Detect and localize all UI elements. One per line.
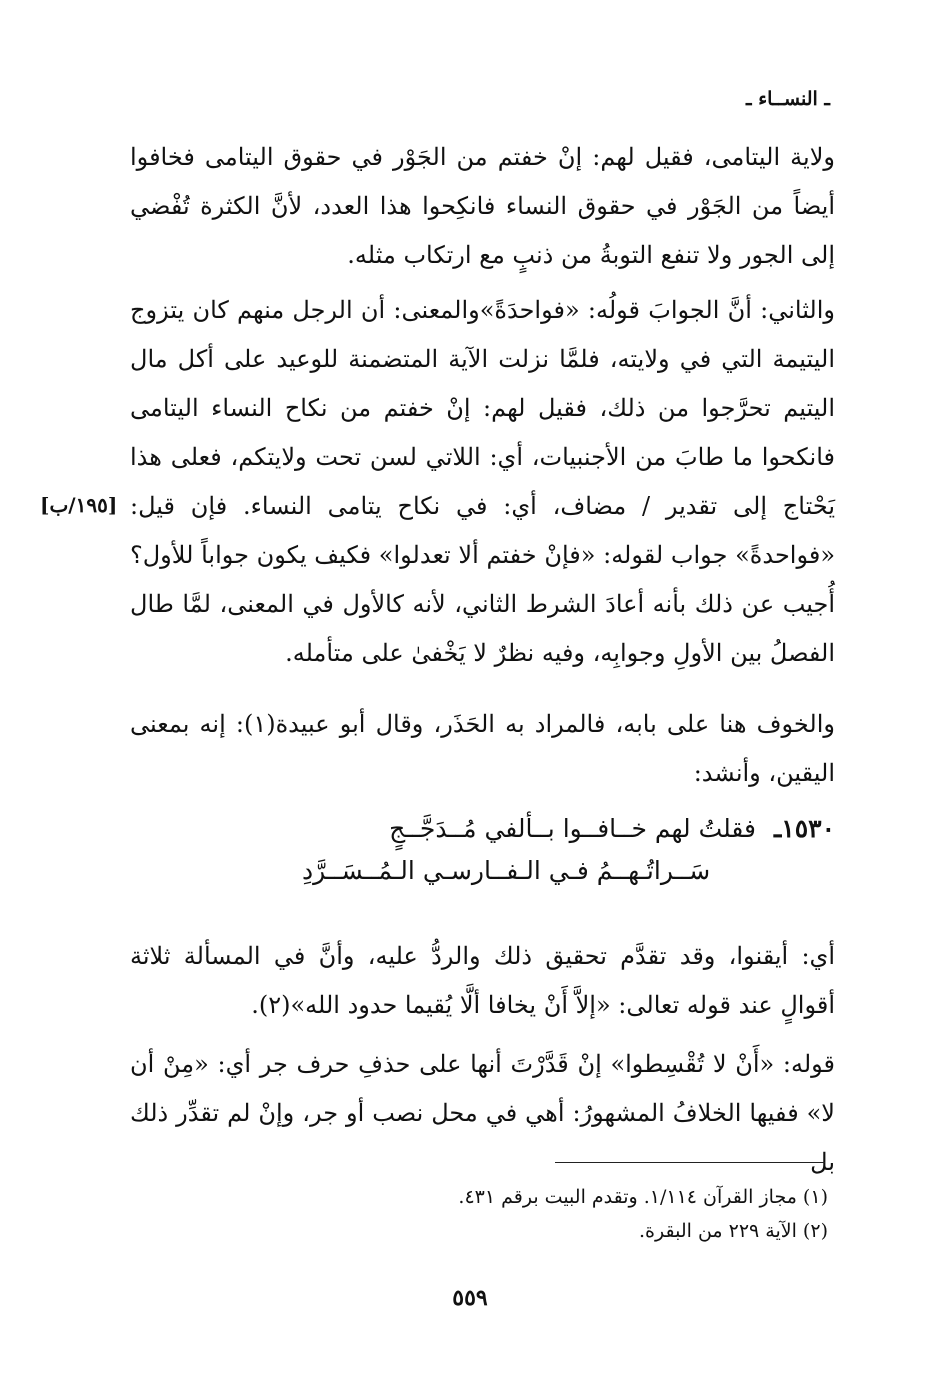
footnotes [380, 1180, 828, 1248]
footnote-2: (٢) الآية ٢٢٩ من البقرة. [639, 1220, 828, 1242]
verse-line-1: فقلتُ لهم خــافــوا بــألفي مُــدَجَّــجٍ [389, 814, 756, 843]
verse-line-2: سَــراتُـهــمُ فـي الـفــارسـي الـمُــسَــرَّدِ [302, 856, 711, 885]
verse-first-hemistich [300, 808, 835, 850]
paragraph-2: والثاني: أنَّ الجوابَ قولُه: «فواحدَةً»والمعنى: أن الرجل منهم كان يتزوج اليتيمة التي في ولايته، فلمَّا نزلت الآية المتضمنة للوعيد على أكل مال اليتيم تحرَّجوا من ذلك، فقيل لهم: إنْ خفتم من نكاح النساء اليتامى فانكحوا ما طابَ من الأجنبيات، أي: اللاتي لسن تحت ولايتكم، فعلى هذا يَحْتاج إلى تقدير / مضاف، أي: في نكاح يتامى النساء. فإن قيل: «فواحدةً» جواب لقوله: «فإنْ خفتم ألا تعدلوا» فكيف يكون جواباً للأول؟ أُجيب عن ذلك بأنه أعادَ الشرط الثاني، لأنه كالأول في المعنى، لمَّا طال الفصلُ بين الأولِ وجوابِه، وفيه نظرٌ لا يَخْفىٰ على متأمله. [130, 296, 835, 667]
running-header: ـ النســاء ـ [746, 88, 830, 110]
paragraph-3: والخوف هنا على بابه، فالمراد به الحَذَر، وقال أبو عبيدة(١): إنه بمعنى اليقين، وأنشد: [130, 710, 835, 787]
verse-number: ١٥٣٠ـ [773, 814, 835, 843]
paragraph-5: قوله: «أَنْ لا تُقْسِطوا» إنْ قَدَّرْتَ أنها على حذفِ حرف جر أي: «مِنْ أن لا» ففيها الخلافُ المشهورُ: أهي في محل نصب أو جر، وإنْ لم تقدِّر ذلك بل [130, 1050, 835, 1176]
footnote-divider [555, 1162, 825, 1163]
paragraph-4: أي: أيقنوا، وقد تقدَّم تحقيق ذلك والردُّ عليه، وأنَّ في المسألة ثلاثة أقوالٍ عند قوله تعالى: «إلاَّ أَنْ يخافا ألَّا يُقيما حدود الله»(٢). [130, 942, 835, 1019]
margin-folio-note: [١٩٥/ب] [40, 493, 118, 517]
footnote-1: (١) مجاز القرآن ١/١١٤. وتقدم البيت برقم ٤٣١. [458, 1186, 828, 1208]
paragraph-1: ولاية اليتامى، فقيل لهم: إنْ خفتم من الجَوْر في حقوق اليتامى فخافوا أيضاً من الجَوْر في حقوق النساء فانكِحوا هذا العدد، لأنَّ الكثرة تُفْضي إلى الجور ولا تنفع التوبةُ من ذنبٍ مع ارتكاب مثله. [130, 143, 835, 269]
page-number: ٥٥٩ [452, 1285, 488, 1311]
poetry-verse [300, 808, 835, 892]
